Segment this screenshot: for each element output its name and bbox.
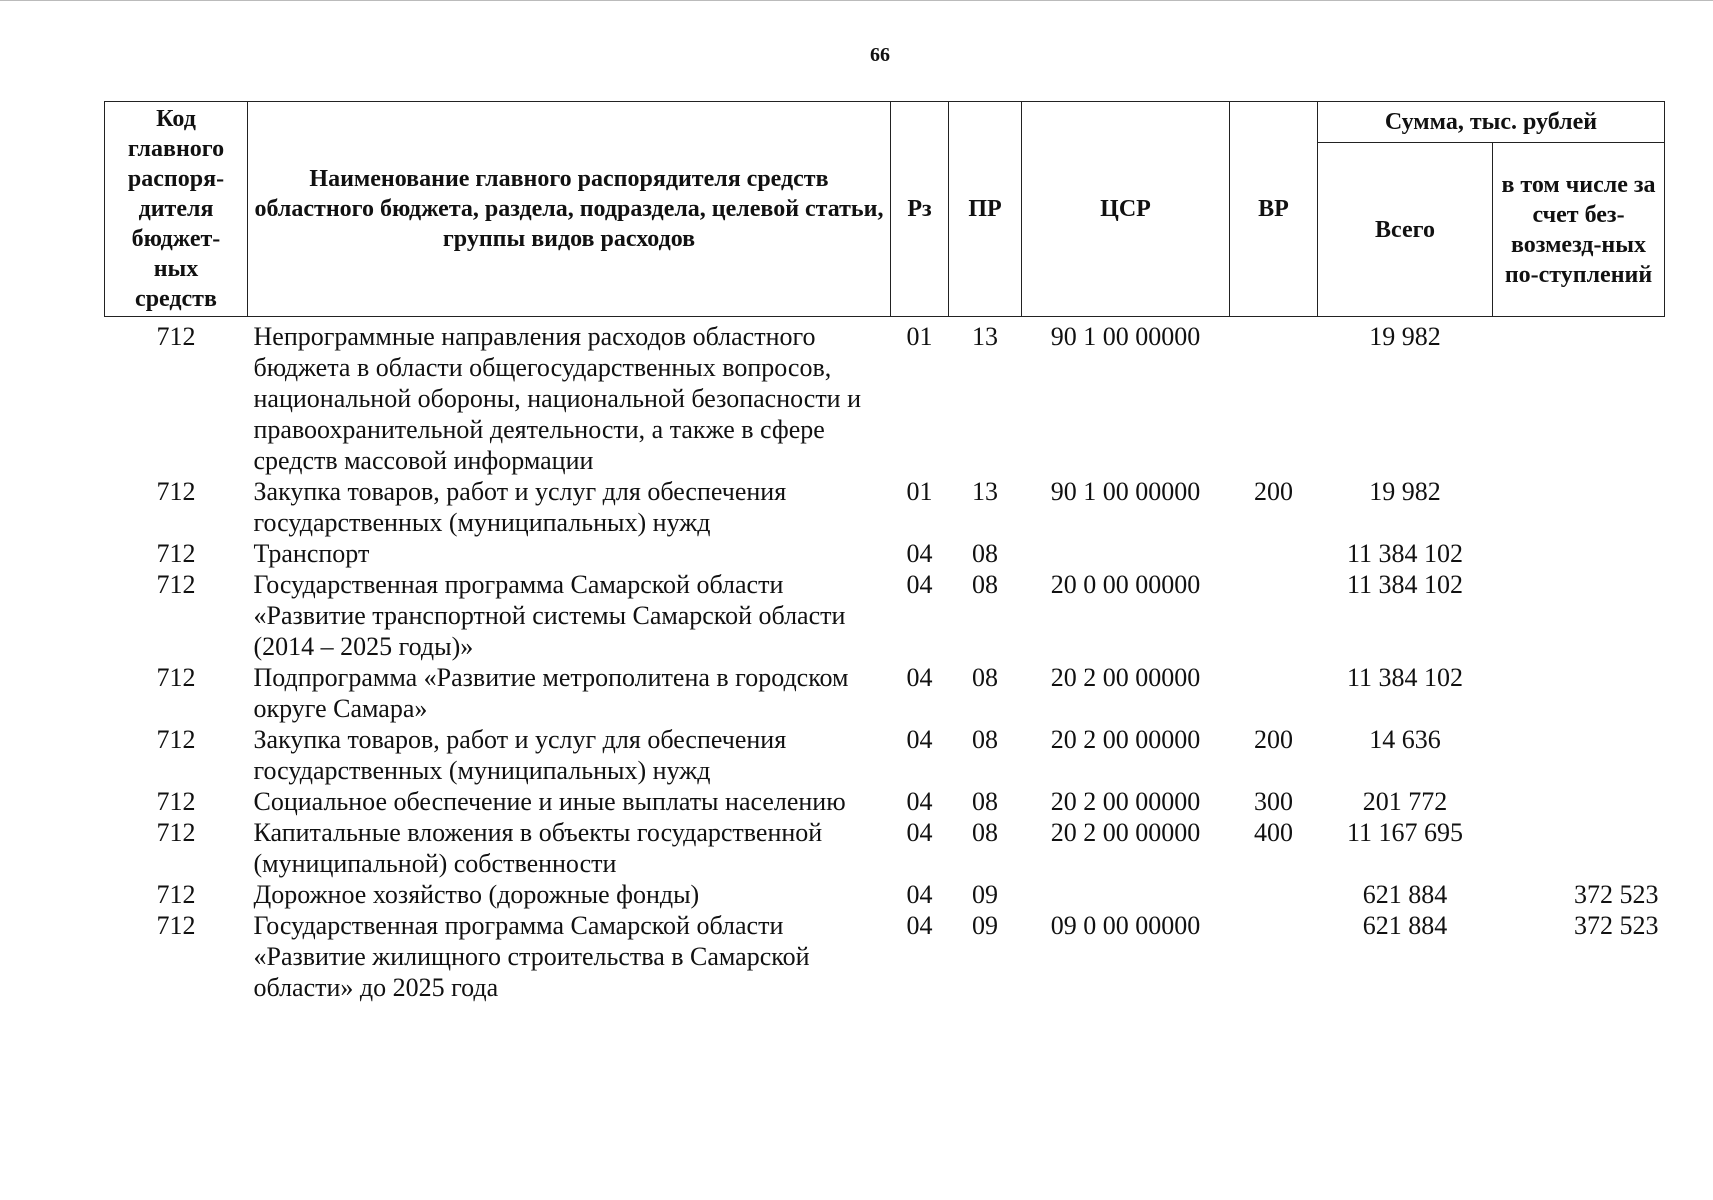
csr-cell: 90 1 00 00000 (1050, 477, 1201, 506)
free-cell (1493, 786, 1665, 817)
header-total: Всего (1318, 143, 1493, 317)
vr-cell: 200 (1254, 477, 1293, 506)
vr-cell (1230, 910, 1318, 1003)
table-row (105, 910, 1665, 1003)
code-cell: 712 (156, 570, 196, 599)
csr-cell: 20 2 00 00000 (1050, 725, 1201, 754)
csr-cell: 20 0 00 00000 (1050, 570, 1201, 599)
table-header (105, 102, 1665, 317)
table-row (105, 662, 1665, 724)
total-cell: 621 884 (1362, 911, 1448, 940)
rz-cell: 04 (906, 787, 933, 816)
free-cell: 372 523 (1574, 911, 1659, 940)
rz-cell: 04 (906, 818, 933, 847)
table-row (105, 724, 1665, 786)
total-cell: 11 384 102 (1346, 539, 1464, 568)
vr-cell (1230, 569, 1318, 662)
rz-cell: 04 (906, 570, 933, 599)
header-rz: Рз (891, 102, 949, 317)
code-cell: 712 (156, 911, 196, 940)
header-sum: Сумма, тыс. рублей (1318, 102, 1665, 143)
free-cell (1493, 538, 1665, 569)
total-cell: 11 384 102 (1346, 663, 1464, 692)
rz-cell: 01 (906, 322, 933, 351)
pr-cell: 13 (972, 477, 998, 506)
csr-cell: 09 0 00 00000 (1050, 911, 1201, 940)
code-cell: 712 (156, 322, 196, 351)
code-cell: 712 (156, 477, 196, 506)
table-row (105, 879, 1665, 910)
header-vr: ВР (1230, 102, 1318, 317)
csr-cell: 20 2 00 00000 (1050, 663, 1201, 692)
pr-cell: 09 (972, 911, 998, 940)
page-top-rule (0, 0, 1713, 1)
vr-cell (1230, 879, 1318, 910)
rz-cell: 01 (906, 477, 933, 506)
total-cell: 19 982 (1369, 477, 1441, 506)
rz-cell: 04 (906, 880, 933, 909)
code-cell: 712 (156, 663, 196, 692)
pr-cell: 13 (972, 322, 998, 351)
csr-cell (1022, 538, 1230, 569)
table-row (105, 317, 1665, 477)
table-row (105, 538, 1665, 569)
free-cell (1493, 817, 1665, 879)
table-row (105, 569, 1665, 662)
total-cell: 621 884 (1362, 880, 1448, 909)
total-cell: 201 772 (1362, 787, 1448, 816)
vr-cell: 400 (1254, 818, 1293, 847)
pr-cell: 09 (972, 880, 998, 909)
free-cell (1493, 569, 1665, 662)
total-cell: 14 636 (1369, 725, 1441, 754)
name-cell: Капитальные вложения в объекты государственной (муниципальной) собственности (253, 818, 823, 878)
page-number: 66 (870, 44, 890, 66)
free-cell (1493, 724, 1665, 786)
pr-cell: 08 (972, 539, 998, 568)
code-cell: 712 (156, 880, 196, 909)
header-free: в том числе за счет без-возмезд-ных по-ступлений (1493, 143, 1665, 317)
pr-cell: 08 (972, 725, 998, 754)
total-cell: 11 384 102 (1346, 570, 1464, 599)
code-cell: 712 (156, 787, 196, 816)
rz-cell: 04 (906, 911, 933, 940)
pr-cell: 08 (972, 818, 998, 847)
free-cell (1493, 317, 1665, 477)
csr-cell: 20 2 00 00000 (1050, 818, 1201, 847)
vr-cell (1230, 662, 1318, 724)
code-cell: 712 (156, 539, 196, 568)
table-row (105, 786, 1665, 817)
rz-cell: 04 (906, 539, 933, 568)
vr-cell (1230, 317, 1318, 477)
pr-cell: 08 (972, 570, 998, 599)
pr-cell: 08 (972, 663, 998, 692)
header-name: Наименование главного распорядителя средств областного бюджета, раздела, подраздела, целевой статьи, группы видов расходов (248, 102, 891, 317)
free-cell (1493, 662, 1665, 724)
table-body (105, 317, 1665, 1004)
csr-cell: 20 2 00 00000 (1050, 787, 1201, 816)
total-cell: 19 982 (1369, 322, 1441, 351)
rz-cell: 04 (906, 725, 933, 754)
free-cell: 372 523 (1574, 880, 1659, 909)
name-cell: Закупка товаров, работ и услуг для обеспечения государственных (муниципальных) нужд (253, 725, 787, 785)
budget-table (104, 101, 1665, 1003)
name-cell: Дорожное хозяйство (дорожные фонды) (253, 880, 700, 909)
name-cell: Закупка товаров, работ и услуг для обеспечения государственных (муниципальных) нужд (253, 477, 787, 537)
code-cell: 712 (156, 725, 196, 754)
total-cell: 11 167 695 (1346, 818, 1464, 847)
header-code: Код главного распоря-дителя бюджет-ных средств (105, 102, 248, 317)
rz-cell: 04 (906, 663, 933, 692)
table-row (105, 817, 1665, 879)
name-cell: Транспорт (253, 539, 370, 568)
code-cell: 712 (156, 818, 196, 847)
name-cell: Подпрограмма «Развитие метрополитена в городском округе Самара» (253, 663, 849, 723)
vr-cell: 300 (1254, 787, 1293, 816)
table-row (105, 476, 1665, 538)
vr-cell: 200 (1254, 725, 1293, 754)
header-pr: ПР (949, 102, 1022, 317)
name-cell: Государственная программа Самарской области «Развитие жилищного строительства в Самарской области» до 2025 года (253, 911, 810, 1002)
name-cell: Социальное обеспечение и иные выплаты населению (253, 787, 846, 816)
pr-cell: 08 (972, 787, 998, 816)
name-cell: Государственная программа Самарской области «Развитие транспортной системы Самарской области (2014 – 2025 годы)» (253, 570, 846, 661)
csr-cell (1022, 879, 1230, 910)
name-cell: Непрограммные направления расходов областного бюджета в области общегосударственных вопросов, национальной обороны, национальной безопасности и правоохранительной деятельности, а также в сфере средств массовой информации (253, 322, 862, 475)
vr-cell (1230, 538, 1318, 569)
csr-cell: 90 1 00 00000 (1050, 322, 1201, 351)
header-csr: ЦСР (1022, 102, 1230, 317)
free-cell (1493, 476, 1665, 538)
